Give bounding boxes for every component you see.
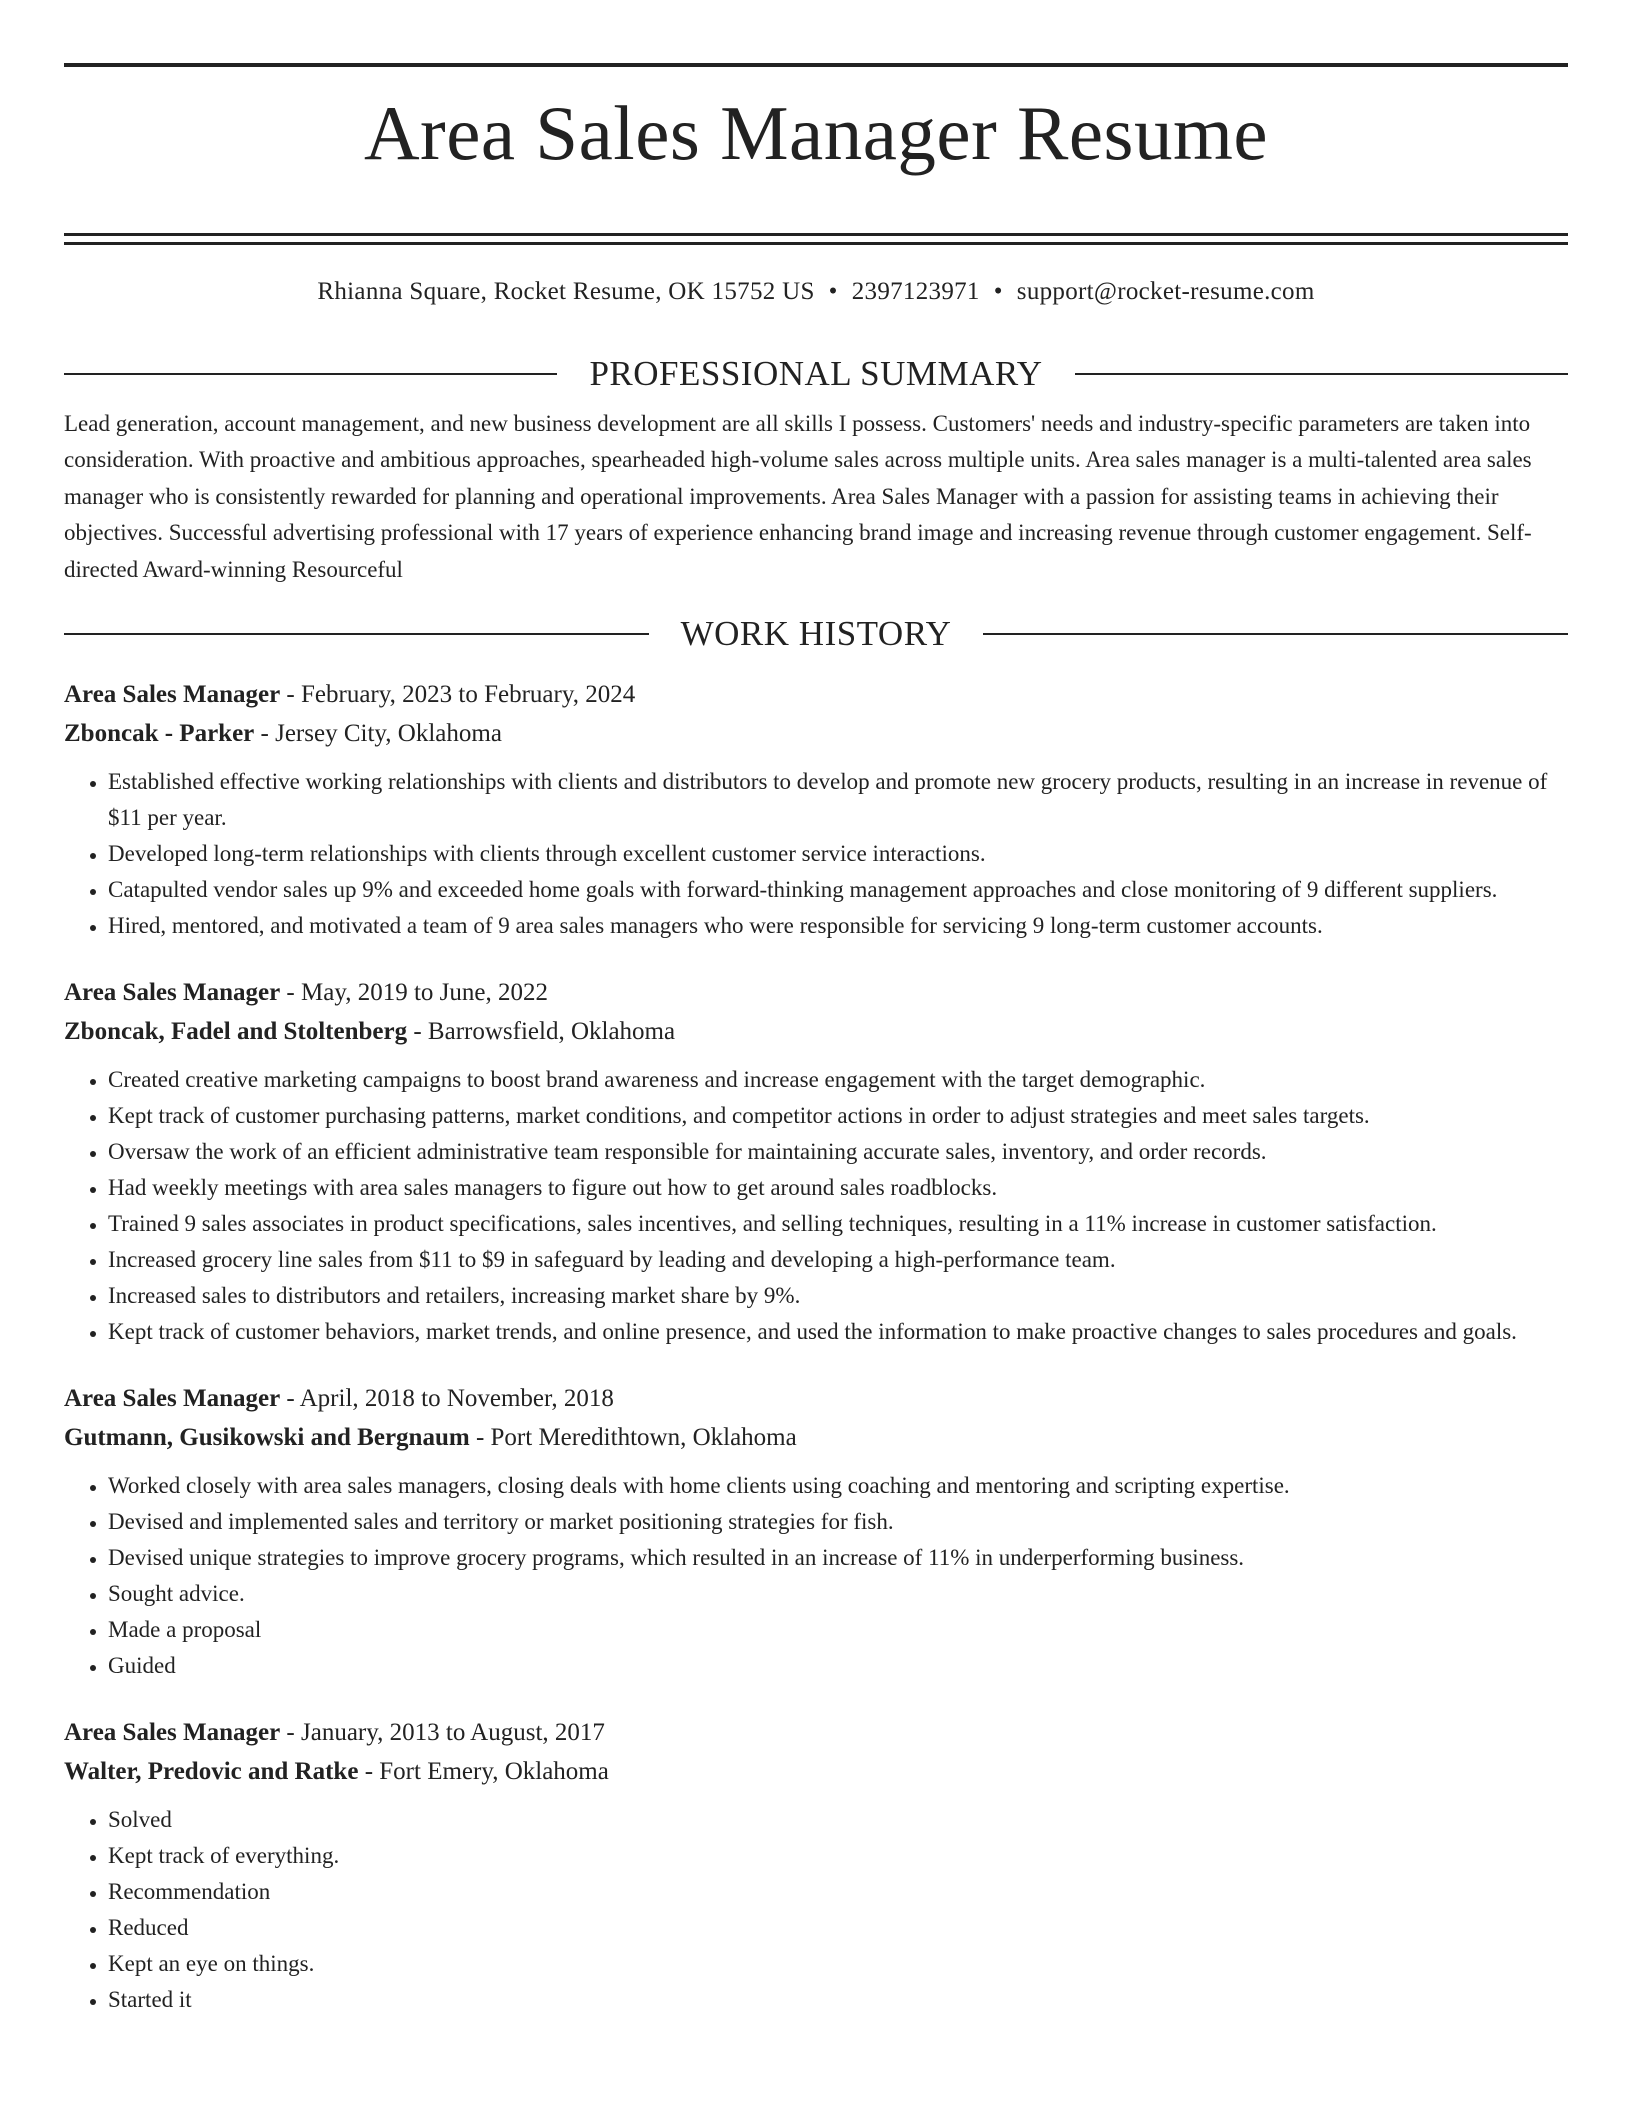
summary-heading xyxy=(64,352,1568,396)
job-location: - Jersey City, Oklahoma xyxy=(254,719,502,747)
job-bullet: • Catapulted vendor sales up 9% and exceeded home goals with forward-thinking management approaches and close monitoring of 9 different suppliers. xyxy=(108,872,1568,908)
page-title: Area Sales Manager Resume xyxy=(363,90,1269,176)
contact-phone: 2397123971 xyxy=(851,277,980,305)
job-dates: - May, 2019 to June, 2022 xyxy=(280,978,548,1006)
job-bullet: • Started it xyxy=(108,1982,1568,2018)
job-entry xyxy=(64,1714,1568,2018)
job-company: Gutmann, Gusikowski and Bergnaum xyxy=(64,1423,470,1451)
job-bullet: • Kept track of everything. xyxy=(108,1838,1568,1874)
job-bullet-list xyxy=(64,1062,1568,1350)
job-bullet: • Established effective working relationships with clients and distributors to develop and promote new grocery products, resulting in an increase in revenue of $11 per year. xyxy=(108,764,1568,836)
job-bullet: • Kept track of customer behaviors, market trends, and online presence, and used the information to make proactive changes to sales procedures and goals. xyxy=(108,1314,1568,1350)
job-entry xyxy=(64,1380,1568,1684)
job-bullet: • Developed long-term relationships with clients through excellent customer service interactions. xyxy=(108,836,1568,872)
job-company-line xyxy=(64,1012,1568,1052)
job-entry xyxy=(64,974,1568,1350)
job-bullet: • Had weekly meetings with area sales managers to figure out how to get around sales roadblocks. xyxy=(108,1170,1568,1206)
job-location: - Port Meredithtown, Oklahoma xyxy=(469,1423,797,1451)
job-bullet: • Recommendation xyxy=(108,1874,1568,1910)
contact-address: Rhianna Square, Rocket Resume, OK 15752 US xyxy=(317,277,815,305)
contact-email[interactable]: support@rocket-resume.com xyxy=(1016,277,1315,305)
job-title: Area Sales Manager xyxy=(64,1718,281,1746)
job-bullet: • Trained 9 sales associates in product specifications, sales incentives, and selling techniques, resulting in a 11% increase in customer satisfaction. xyxy=(108,1206,1568,1242)
job-bullet-list xyxy=(64,764,1568,944)
heading-rule-right xyxy=(983,633,1568,635)
work-history-heading xyxy=(64,612,1568,656)
job-dates: - February, 2023 to February, 2024 xyxy=(280,680,636,708)
job-title: Area Sales Manager xyxy=(64,978,281,1006)
job-dates: - January, 2013 to August, 2017 xyxy=(280,1718,605,1746)
summary-text: Lead generation, account management, and new business development are all skills I possess. Customers' needs and industry-specific parameters are taken into consideration. With proactive and ambitious approaches, spearheaded high-volume sales across multiple units. Area sales manager is a multi-talented area sales manager who is consistently rewarded for planning and operational improvements. Area Sales Manager with a passion for assisting teams in achieving their objectives. Successful advertising professional with 17 years of experience enhancing brand image and increasing revenue through customer engagement. Self-directed Award-winning Resourceful xyxy=(64,410,1532,582)
job-company-line xyxy=(64,1418,1568,1458)
contact-separator: • xyxy=(993,277,1003,305)
job-bullet-list xyxy=(64,1468,1568,1684)
job-bullet: • Solved xyxy=(108,1802,1568,1838)
job-entry xyxy=(64,676,1568,944)
job-bullet: • Increased grocery line sales from $11 to $9 in safeguard by leading and developing a high-performance team. xyxy=(108,1242,1568,1278)
job-company-line xyxy=(64,1752,1568,1792)
job-bullet: • Sought advice. xyxy=(108,1576,1568,1612)
contact-separator: • xyxy=(828,277,838,305)
job-title-line xyxy=(64,974,1568,1012)
summary-heading-label: PROFESSIONAL SUMMARY xyxy=(589,353,1043,393)
heading-rule-left xyxy=(64,633,649,635)
job-company: Zboncak - Parker xyxy=(64,719,255,747)
work-history-heading-label: WORK HISTORY xyxy=(680,613,952,653)
title-double-rule xyxy=(64,233,1568,245)
top-rule xyxy=(64,63,1568,67)
job-location: - Barrowsfield, Oklahoma xyxy=(407,1017,676,1045)
job-bullet: • Reduced xyxy=(108,1910,1568,1946)
job-title-line xyxy=(64,1380,1568,1418)
job-bullet: • Guided xyxy=(108,1648,1568,1684)
job-bullet-list xyxy=(64,1802,1568,2018)
job-bullet: • Increased sales to distributors and retailers, increasing market share by 9%. xyxy=(108,1278,1568,1314)
job-bullet: • Oversaw the work of an efficient administrative team responsible for maintaining accurate sales, inventory, and order records. xyxy=(108,1134,1568,1170)
job-location: - Fort Emery, Oklahoma xyxy=(358,1757,609,1785)
job-bullet: • Made a proposal xyxy=(108,1612,1568,1648)
job-title-line xyxy=(64,1714,1568,1752)
job-title: Area Sales Manager xyxy=(64,1384,281,1412)
resume-page xyxy=(64,0,1568,2018)
job-company-line xyxy=(64,714,1568,754)
job-company: Walter, Predovic and Ratke xyxy=(64,1757,359,1785)
job-company: Zboncak, Fadel and Stoltenberg xyxy=(64,1017,408,1045)
job-dates: - April, 2018 to November, 2018 xyxy=(280,1384,614,1412)
heading-rule-left xyxy=(64,373,557,375)
contact-line xyxy=(64,276,1568,308)
job-bullet: • Hired, mentored, and motivated a team of 9 area sales managers who were responsible for servicing 9 long-term customer accounts. xyxy=(108,908,1568,944)
job-bullet: • Worked closely with area sales managers, closing deals with home clients using coaching and mentoring and scripting expertise. xyxy=(108,1468,1568,1504)
job-title-line xyxy=(64,676,1568,714)
job-bullet: • Created creative marketing campaigns to boost brand awareness and increase engagement with the target demographic. xyxy=(108,1062,1568,1098)
job-bullet: • Kept an eye on things. xyxy=(108,1946,1568,1982)
work-history-list xyxy=(64,676,1568,2018)
job-bullet: • Kept track of customer purchasing patterns, market conditions, and competitor actions in order to adjust strategies and meet sales targets. xyxy=(108,1098,1568,1134)
job-title: Area Sales Manager xyxy=(64,680,281,708)
job-bullet: • Devised and implemented sales and territory or market positioning strategies for fish. xyxy=(108,1504,1568,1540)
job-bullet: • Devised unique strategies to improve grocery programs, which resulted in an increase of 11% in underperforming business. xyxy=(108,1540,1568,1576)
heading-rule-right xyxy=(1075,373,1568,375)
